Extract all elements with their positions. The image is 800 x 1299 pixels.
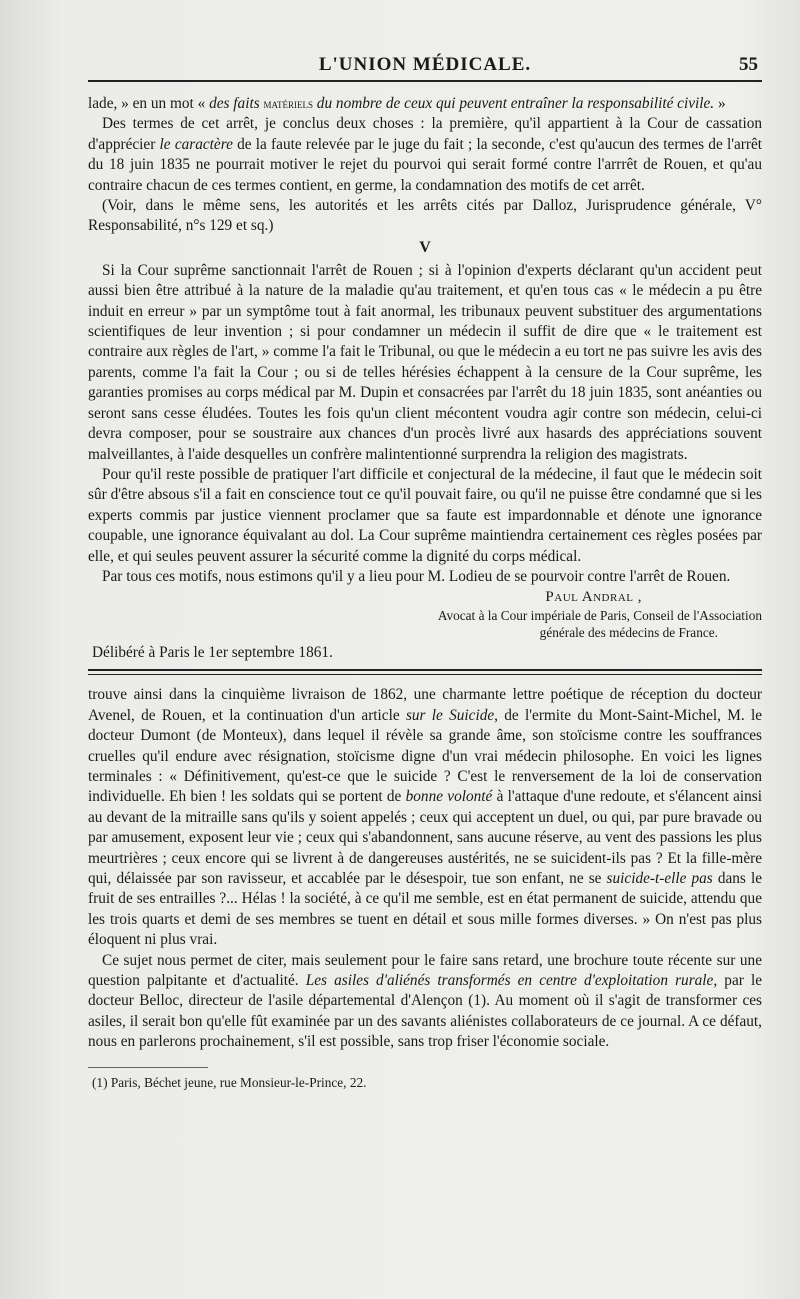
a2p1-text-1: trouve ainsi dans la cinquième livraison de 1862, une charmante lettre poétique de réception du docteur Avenel, de Rouen, et la continuation d'un article (88, 686, 762, 724)
a2p1-italic-1: sur le Suicide, (405, 706, 498, 724)
p2-text-2: de la faute relevée par le juge du fait ; la seconde, c'est qu'aucun des termes de l'arrêt du 18 juin 1835 ne pourrait motiver le rejet du pourvoi qui serait formé contre l'arrrêt de Rouen, et qu'au contraire chacun de ces termes contient, en germe, la condamnation des motifs de cet arrêt. (88, 135, 763, 194)
a2p1-italic-2: bonne volonté (405, 788, 493, 806)
article2-paragraph-1 (88, 685, 762, 950)
page-number: 55 (739, 54, 758, 75)
a2p2-italic-1: Les asiles d'aliénés transformés en centre d'exploitation rurale, (305, 972, 718, 990)
footnote: (1) Paris, Béchet jeune, rue Monsieur-le-Prince, 22. (92, 1074, 367, 1090)
a2p1-text-2: de l'ermite du Mont-Saint-Michel, M. le docteur Dumont (de Monteux), dans lequel il révèle sa grande âme, son stoïcisme contre les souffrances cruelles qu'il endure avec résignation, stoïcisme digne d'un vrai médecin philosophe. En voici les lignes terminales : « Définitivement, qu'est-ce que le suicide ? C'est le renversement de la loi de conservation individuelle. Eh bien ! les soldats qui se portent de (88, 706, 762, 806)
p1-italic-2: du nombre de ceux qui peuvent entraîner la responsabilité civile. (312, 95, 715, 112)
section-numeral: V (419, 238, 431, 256)
running-title: L'UNION MÉDICALE. (318, 54, 532, 75)
a2p2-text-2: par le docteur Belloc, directeur de l'asile départemental d'Alençon (1). Au moment où il s'agit de transformer ces asiles, il serait bon qu'elle fût examinée par un des savants aliénistes collaborateurs de ce journal. A ce défaut, nous en parlerons prochainement, s'il est possible, sans trop friser l'économie sociale. (88, 972, 762, 1051)
date-line: Délibéré à Paris le 1er septembre 1861. (92, 644, 333, 662)
p1-smallcaps: matériels (263, 96, 313, 111)
a2p2-text-1: Ce sujet nous permet de citer, mais seulement pour le faire sans retard, une brochure toute récente sur une question palpitante et d'actualité. (88, 951, 762, 990)
article2-paragraph-2 (88, 951, 762, 1053)
paragraph-2 (88, 114, 762, 196)
section-divider (88, 669, 762, 675)
paragraph-4: Si la Cour suprême sanctionnait l'arrêt de Rouen ; si à l'opinion d'experts déclarant qu'un accident peut aussi bien être attribué à la nature de la maladie qu'au traitement, et qu'en tous cas « le médecin a pu être induit en erreur » par un symptôme tout à fait anormal, les tribunaux peuvent substituer des argumentations scientifiques de leur invention ; si pour condamner un médecin il suffit de dire que « le traitement est contraire aux règles de l'art, » comme l'a fait le Tribunal, ou que le médecin a eu tort ne pas suivre les avis des parents, comme l'a fait la Cour ; ou si de telles hérésies échappent à la censure de la Cour suprême, les garanties promises au corps médical par M. Dupin et consacrées par l'arrêt du 18 juin 1835, sont anéanties ou seront sans cesse éludées. Toutes les fois qu'un client mécontent voudra agir contre son médecin, celui-ci devra composer, pour se soustraire aux chances d'un procès livré aux hasards des appréciations souvent malveillantes, à l'aide desquelles un confrère malintentionné surprendra la religion des magistrats. (88, 261, 762, 463)
paragraph-5: Pour qu'il reste possible de pratiquer l'art difficile et conjectural de la médecine, il faut que le médecin soit sûr d'être absous s'il a fait en conscience tout ce qu'il pouvait faire, ou qu'il ne puisse être condamné que si les experts commis par justice viennent proclamer que sa faute est impardonnable et dénote une ignorance coupable, une ignorance équivalant au dol. La Cour suprême maintiendra certainement ces règles posées par elle, et qui seules peuvent assurer la sécurité comme la dignité du corps médical. (88, 465, 762, 565)
p2-italic-1: le caractère (159, 135, 233, 153)
p2-text-1: Des termes de cet arrêt, je conclus deux choses : la première, qu'il appartient à la Cour de cassation d'apprécier (88, 115, 762, 153)
signature-name: Paul Andral , (545, 589, 642, 606)
signature-title-1: Avocat à la Cour impériale de Paris, Conseil de l'Association (437, 608, 762, 624)
a2p1-italic-3: suicide-t-elle pas (606, 870, 713, 887)
page-header (88, 52, 762, 82)
signature-title-2: générale des médecins de France. (539, 625, 718, 641)
p1-italic-1: des faits (209, 95, 264, 112)
p1-text-1: lade, » en un mot « (88, 95, 210, 112)
paragraph-1 (88, 94, 762, 114)
paragraph-3: (Voir, dans le même sens, les autorités et les arrêts cités par Dalloz, Jurisprudence générale, V° Responsabilité, n°s 129 et sq.) (88, 197, 762, 235)
a2p1-text-3: à l'attaque d'une redoute, et s'élancent ainsi au devant de la mitraille sans qu'ils y soient appelés ; ceux qui acceptent un duel, ou qui, par pure bravade ou par amusement, exposent leur vie ; ceux qui s'abandonnent, sans aucune réserve, au vent des passions les plus meurtrières ; ceux encore qui se livrent à de dangereuses austérités, ne se suicident-ils pas ? Et la fille-mère qui, délaissée par son ravisseur, et accablée par le désespoir, tue son enfant, ne se (88, 788, 762, 887)
p1-text-2: » (714, 95, 726, 112)
a2p1-text-4: dans le fruit de ses entrailles ?... Hélas ! la société, à ce qu'il me semble, est en état permanent de suicide, attendu que les trois quarts et demi de ses membres se tuent en détail et sous mille formes diverses. » On n'est pas plus éloquent ni plus vrai. (88, 870, 762, 949)
signature-block (88, 587, 762, 641)
footnote-rule (88, 1067, 208, 1068)
paragraph-6: Par tous ces motifs, nous estimons qu'il y a lieu pour M. Lodieu de se pourvoir contre l'arrêt de Rouen. (102, 567, 731, 585)
